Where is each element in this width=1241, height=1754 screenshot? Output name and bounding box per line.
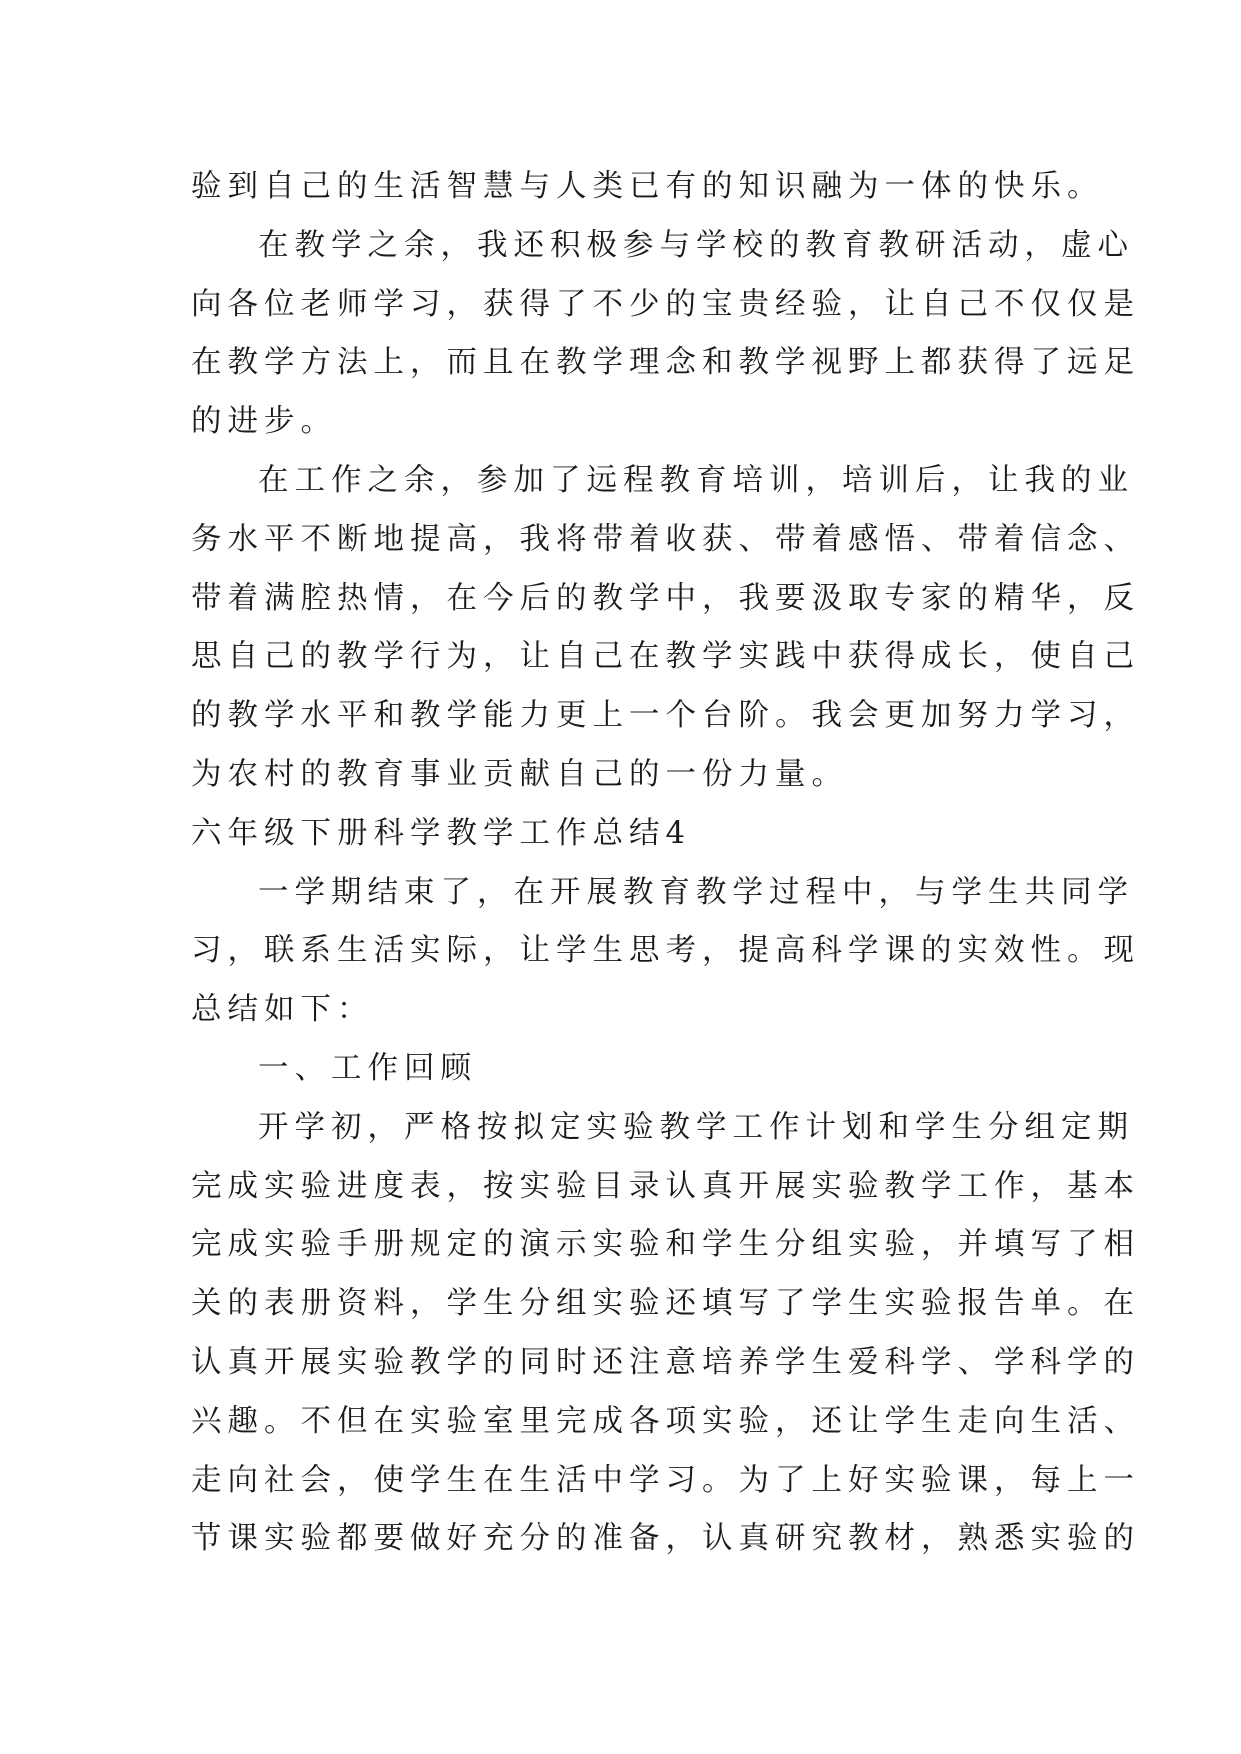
text-line: 带着满腔热情，在今后的教学中，我要汲取专家的精华，反: [191, 580, 1140, 616]
text-line: 节课实验都要做好充分的准备，认真研究教材，熟悉实验的: [191, 1521, 1140, 1557]
text-line: 习，联系生活实际，让学生思考，提高科学课的实效性。现: [191, 933, 1140, 969]
text-line: 总结如下：: [191, 992, 374, 1028]
paragraph-first-line: 开学初，严格按拟定实验教学工作计划和学生分组定期: [258, 1109, 1134, 1145]
document-body: [191, 158, 1140, 1569]
text-line: 的进步。: [191, 404, 337, 440]
text-line: 思自己的教学行为，让自己在教学实践中获得成长，使自己: [191, 639, 1140, 675]
text-line: 务水平不断地提高，我将带着收获、带着感悟、带着信念、: [191, 521, 1140, 557]
text-line: 在教学方法上，而且在教学理念和教学视野上都获得了远足: [191, 345, 1140, 381]
paragraph-first-line: 一、工作回顾: [258, 1050, 477, 1086]
text-line: 完成实验进度表，按实验目录认真开展实验教学工作，基本: [191, 1168, 1140, 1204]
paragraph-first-line: 一学期结束了，在开展教育教学过程中，与学生共同学: [258, 874, 1134, 910]
text-line: 关的表册资料，学生分组实验还填写了学生实验报告单。在: [191, 1286, 1140, 1322]
text-line: 的教学水平和教学能力更上一个台阶。我会更加努力学习，: [191, 698, 1140, 734]
text-line: 兴趣。不但在实验室里完成各项实验，还让学生走向生活、: [191, 1403, 1140, 1439]
paragraph-first-line: 在教学之余，我还积极参与学校的教育教研活动，虚心: [258, 227, 1134, 263]
text-line: 完成实验手册规定的演示实验和学生分组实验，并填写了相: [191, 1227, 1140, 1263]
text-line: 认真开展实验教学的同时还注意培养学生爱科学、学科学的: [191, 1344, 1140, 1380]
text-line: 六年级下册科学教学工作总结4: [191, 815, 691, 851]
paragraph-first-line: 在工作之余，参加了远程教育培训，培训后，让我的业: [258, 462, 1134, 498]
text-line: 为农村的教育事业贡献自己的一份力量。: [191, 756, 848, 792]
text-line: 验到自己的生活智慧与人类已有的知识融为一体的快乐。: [191, 169, 1104, 204]
text-line: 走向社会，使学生在生活中学习。为了上好实验课，每上一: [191, 1462, 1140, 1498]
text-line: 向各位老师学习，获得了不少的宝贵经验，让自己不仅仅是: [191, 286, 1140, 322]
